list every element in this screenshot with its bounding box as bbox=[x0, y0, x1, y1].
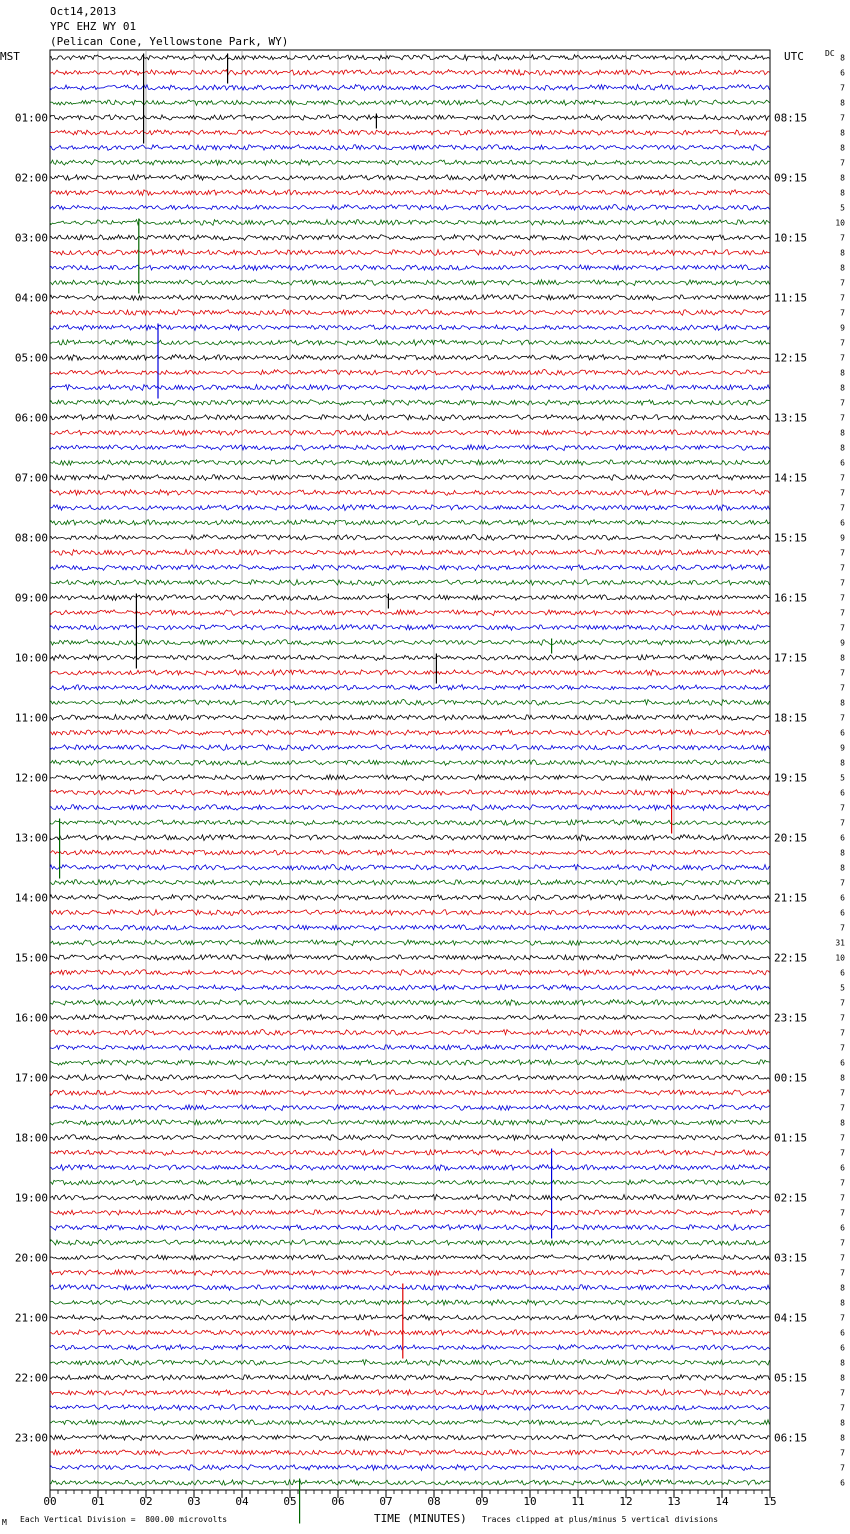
utc-hour-label: 13:15 bbox=[774, 411, 808, 425]
mst-hour-label: 12:00 bbox=[14, 771, 48, 785]
utc-hour-label: 21:15 bbox=[774, 891, 808, 905]
x-tick-label: 09 bbox=[475, 1495, 489, 1508]
dc-offset-label: 7 bbox=[840, 1103, 845, 1113]
dc-offset-label: 7 bbox=[840, 593, 845, 603]
trace-66 bbox=[50, 1045, 770, 1051]
dc-offset-label: 7 bbox=[840, 563, 845, 573]
dc-offset-label: 7 bbox=[840, 233, 845, 243]
dc-offset-label: 7 bbox=[840, 1028, 845, 1038]
trace-6 bbox=[50, 145, 770, 151]
mst-hour-label: 05:00 bbox=[14, 351, 48, 365]
dc-offset-label: 7 bbox=[840, 1463, 845, 1473]
dc-offset-label: 7 bbox=[840, 353, 845, 363]
utc-hour-label: 11:15 bbox=[774, 291, 808, 305]
mst-hour-label: 18:00 bbox=[14, 1131, 48, 1145]
location-label: (Pelican Cone, Yellowstone Park, WY) bbox=[50, 35, 289, 48]
station-label: YPC EHZ WY 01 bbox=[50, 20, 137, 33]
utc-hour-label: 01:15 bbox=[774, 1131, 808, 1145]
dc-offset-label: 8 bbox=[840, 143, 845, 153]
mst-hour-label: 07:00 bbox=[14, 471, 48, 485]
trace-29 bbox=[50, 490, 770, 496]
trace-59 bbox=[50, 940, 770, 946]
trace-58 bbox=[50, 925, 770, 931]
dc-offset-label: 8 bbox=[840, 188, 845, 198]
dc-offset-label: 8 bbox=[840, 1433, 845, 1443]
dc-offset-label: 6 bbox=[840, 1478, 845, 1488]
dc-offset-label: 8 bbox=[840, 443, 845, 453]
mst-hour-label: 06:00 bbox=[14, 411, 48, 425]
trace-25 bbox=[50, 430, 770, 435]
dc-offset-label: 7 bbox=[840, 818, 845, 828]
dc-offset-label: 6 bbox=[840, 1163, 845, 1173]
trace-64 bbox=[50, 1015, 770, 1020]
trace-81 bbox=[50, 1270, 770, 1276]
trace-26 bbox=[50, 445, 770, 451]
trace-75 bbox=[50, 1180, 770, 1185]
dc-offset-label: 8 bbox=[840, 53, 845, 63]
dc-offset-label: 7 bbox=[840, 308, 845, 318]
trace-84 bbox=[50, 1315, 770, 1321]
x-tick-label: 07 bbox=[379, 1495, 393, 1508]
trace-71 bbox=[50, 1120, 770, 1126]
trace-77 bbox=[50, 1210, 770, 1216]
dc-offset-label: 7 bbox=[840, 608, 845, 618]
utc-hour-label: 15:15 bbox=[774, 531, 808, 545]
dc-offset-label: 6 bbox=[840, 518, 845, 528]
trace-39 bbox=[50, 640, 770, 646]
x-tick-label: 11 bbox=[571, 1495, 585, 1508]
trace-23 bbox=[50, 400, 770, 406]
trace-27 bbox=[50, 460, 770, 466]
trace-93 bbox=[50, 1450, 770, 1456]
dc-offset-label: 7 bbox=[840, 1403, 845, 1413]
trace-92 bbox=[50, 1435, 770, 1441]
dc-offset-label: 10 bbox=[835, 218, 845, 228]
dc-offset-label: 7 bbox=[840, 503, 845, 513]
utc-hour-label: 08:15 bbox=[774, 111, 808, 125]
trace-57 bbox=[50, 910, 770, 916]
trace-17 bbox=[50, 310, 770, 316]
x-axis-title: TIME (MINUTES) bbox=[374, 1512, 467, 1525]
trace-4 bbox=[50, 115, 770, 121]
trace-95 bbox=[50, 1480, 770, 1486]
trace-62 bbox=[50, 985, 770, 991]
dc-offset-label: 7 bbox=[840, 413, 845, 423]
utc-hour-label: 23:15 bbox=[774, 1011, 808, 1025]
dc-offset-label: 7 bbox=[840, 278, 845, 288]
trace-32 bbox=[50, 535, 770, 541]
dc-offset-label: 7 bbox=[840, 1013, 845, 1023]
dc-offset-label: 7 bbox=[840, 338, 845, 348]
dc-offset-label: 8 bbox=[840, 1118, 845, 1128]
dc-offset-label: 9 bbox=[840, 323, 845, 333]
dc-offset-label: 7 bbox=[840, 1043, 845, 1053]
trace-70 bbox=[50, 1105, 770, 1111]
mst-hour-label: 08:00 bbox=[14, 531, 48, 545]
dc-offset-label: 7 bbox=[840, 1448, 845, 1458]
utc-hour-label: 04:15 bbox=[774, 1311, 808, 1325]
trace-40 bbox=[50, 655, 770, 661]
dc-offset-label: 8 bbox=[840, 248, 845, 258]
dc-offset-label: 7 bbox=[840, 923, 845, 933]
utc-hour-label: 10:15 bbox=[774, 231, 808, 245]
trace-78 bbox=[50, 1225, 770, 1231]
utc-hour-label: 00:15 bbox=[774, 1071, 808, 1085]
dc-offset-label: 7 bbox=[840, 113, 845, 123]
dc-offset-label: 7 bbox=[840, 473, 845, 483]
trace-54 bbox=[50, 865, 770, 871]
dc-offset-label: 7 bbox=[840, 398, 845, 408]
trace-36 bbox=[50, 595, 770, 600]
trace-82 bbox=[50, 1285, 770, 1291]
trace-52 bbox=[50, 835, 770, 841]
dc-offset-label: 8 bbox=[840, 128, 845, 138]
trace-11 bbox=[50, 220, 770, 226]
trace-67 bbox=[50, 1060, 770, 1066]
trace-43 bbox=[50, 700, 770, 706]
dc-offset-label: 7 bbox=[840, 578, 845, 588]
trace-28 bbox=[50, 475, 770, 481]
mst-hour-label: 16:00 bbox=[14, 1011, 48, 1025]
trace-34 bbox=[50, 565, 770, 571]
dc-offset-label: 7 bbox=[840, 1388, 845, 1398]
mst-hour-label: 15:00 bbox=[14, 951, 48, 965]
trace-94 bbox=[50, 1465, 770, 1471]
trace-76 bbox=[50, 1195, 770, 1201]
dc-offset-label: 6 bbox=[840, 1328, 845, 1338]
dc-offset-label: 7 bbox=[840, 623, 845, 633]
trace-31 bbox=[50, 520, 770, 526]
trace-16 bbox=[50, 295, 770, 301]
trace-83 bbox=[50, 1300, 770, 1306]
trace-38 bbox=[50, 625, 770, 631]
trace-91 bbox=[50, 1420, 770, 1426]
utc-hour-label: 16:15 bbox=[774, 591, 808, 605]
dc-offset-label: 8 bbox=[840, 98, 845, 108]
x-tick-label: 05 bbox=[283, 1495, 297, 1508]
dc-offset-label: 7 bbox=[840, 1268, 845, 1278]
mst-hour-label: 11:00 bbox=[14, 711, 48, 725]
trace-8 bbox=[50, 175, 770, 181]
dc-offset-label: 8 bbox=[840, 1298, 845, 1308]
dc-offset-label: 8 bbox=[840, 758, 845, 768]
trace-73 bbox=[50, 1150, 770, 1156]
dc-offset-label: 7 bbox=[840, 1238, 845, 1248]
trace-2 bbox=[50, 85, 770, 91]
dc-offset-label: 6 bbox=[840, 68, 845, 78]
trace-61 bbox=[50, 970, 770, 976]
dc-offset-label: 7 bbox=[840, 548, 845, 558]
trace-51 bbox=[50, 820, 770, 826]
x-tick-label: 14 bbox=[715, 1495, 729, 1508]
dc-offset-label: 8 bbox=[840, 263, 845, 273]
mst-hour-label: 19:00 bbox=[14, 1191, 48, 1205]
utc-hour-label: 09:15 bbox=[774, 171, 808, 185]
trace-86 bbox=[50, 1345, 770, 1350]
mst-hour-label: 20:00 bbox=[14, 1251, 48, 1265]
dc-offset-label: 5 bbox=[840, 983, 845, 993]
trace-1 bbox=[50, 70, 770, 76]
scale-note: Each Vertical Division = 800.00 microvolts bbox=[20, 1515, 228, 1524]
trace-56 bbox=[50, 895, 770, 901]
dc-offset-label: 8 bbox=[840, 848, 845, 858]
trace-74 bbox=[50, 1165, 770, 1171]
trace-3 bbox=[50, 100, 770, 106]
x-tick-label: 03 bbox=[187, 1495, 201, 1508]
dc-offset-label: 6 bbox=[840, 833, 845, 843]
dc-offset-label: 5 bbox=[840, 203, 845, 213]
mst-hour-label: 09:00 bbox=[14, 591, 48, 605]
trace-68 bbox=[50, 1075, 770, 1081]
trace-15 bbox=[50, 280, 770, 286]
dc-offset-label: 7 bbox=[840, 1133, 845, 1143]
dc-offset-label: 7 bbox=[840, 1253, 845, 1263]
dc-offset-label: 10 bbox=[835, 953, 845, 963]
dc-offset-label: 6 bbox=[840, 968, 845, 978]
utc-hour-label: 14:15 bbox=[774, 471, 808, 485]
dc-offset-label: 8 bbox=[840, 698, 845, 708]
dc-offset-label: 6 bbox=[840, 728, 845, 738]
mst-hour-label: 10:00 bbox=[14, 651, 48, 665]
trace-35 bbox=[50, 580, 770, 586]
x-tick-label: 12 bbox=[619, 1495, 633, 1508]
trace-30 bbox=[50, 505, 770, 511]
trace-41 bbox=[50, 670, 770, 676]
dc-offset-label: 8 bbox=[840, 173, 845, 183]
trace-80 bbox=[50, 1255, 770, 1261]
dc-offset-label: 7 bbox=[840, 1313, 845, 1323]
dc-offset-label: 8 bbox=[840, 1373, 845, 1383]
utc-hour-label: 05:15 bbox=[774, 1371, 808, 1385]
x-tick-label: 13 bbox=[667, 1495, 681, 1508]
mst-hour-label: 21:00 bbox=[14, 1311, 48, 1325]
mst-hour-label: 02:00 bbox=[14, 171, 48, 185]
x-tick-label: 00 bbox=[43, 1495, 57, 1508]
trace-45 bbox=[50, 730, 770, 736]
corner-mark: M bbox=[2, 1518, 7, 1527]
trace-46 bbox=[50, 745, 770, 751]
dc-offset-label: 7 bbox=[840, 83, 845, 93]
dc-label: DC bbox=[825, 49, 835, 58]
trace-14 bbox=[50, 265, 770, 270]
trace-7 bbox=[50, 160, 770, 166]
dc-offset-label: 6 bbox=[840, 458, 845, 468]
utc-zone-label: UTC bbox=[784, 50, 804, 63]
trace-13 bbox=[50, 250, 770, 256]
dc-offset-label: 6 bbox=[840, 1058, 845, 1068]
trace-5 bbox=[50, 130, 770, 136]
trace-12 bbox=[50, 235, 770, 241]
utc-hour-label: 22:15 bbox=[774, 951, 808, 965]
dc-offset-label: 7 bbox=[840, 293, 845, 303]
trace-48 bbox=[50, 775, 770, 781]
x-tick-label: 06 bbox=[331, 1495, 345, 1508]
trace-9 bbox=[50, 190, 770, 196]
trace-89 bbox=[50, 1390, 770, 1396]
trace-37 bbox=[50, 610, 770, 616]
mst-zone-label: MST bbox=[0, 50, 20, 63]
utc-hour-label: 06:15 bbox=[774, 1431, 808, 1445]
dc-offset-label: 9 bbox=[840, 533, 845, 543]
dc-offset-label: 7 bbox=[840, 1208, 845, 1218]
x-tick-label: 01 bbox=[91, 1495, 105, 1508]
dc-offset-label: 7 bbox=[840, 998, 845, 1008]
x-tick-label: 15 bbox=[763, 1495, 777, 1508]
dc-offset-label: 6 bbox=[840, 893, 845, 903]
dc-offset-label: 7 bbox=[840, 1088, 845, 1098]
dc-offset-label: 8 bbox=[840, 653, 845, 663]
trace-0 bbox=[50, 55, 770, 61]
trace-47 bbox=[50, 760, 770, 766]
utc-hour-label: 19:15 bbox=[774, 771, 808, 785]
dc-offset-label: 6 bbox=[840, 908, 845, 918]
mst-hour-label: 22:00 bbox=[14, 1371, 48, 1385]
dc-offset-label: 8 bbox=[840, 428, 845, 438]
dc-offset-label: 6 bbox=[840, 788, 845, 798]
trace-79 bbox=[50, 1240, 770, 1246]
mst-hour-label: 17:00 bbox=[14, 1071, 48, 1085]
mst-hour-label: 13:00 bbox=[14, 831, 48, 845]
utc-hour-label: 18:15 bbox=[774, 711, 808, 725]
dc-offset-label: 7 bbox=[840, 713, 845, 723]
trace-90 bbox=[50, 1405, 770, 1411]
dc-offset-label: 7 bbox=[840, 1178, 845, 1188]
trace-69 bbox=[50, 1090, 770, 1096]
dc-offset-label: 7 bbox=[840, 158, 845, 168]
trace-72 bbox=[50, 1135, 770, 1141]
trace-33 bbox=[50, 550, 770, 556]
dc-offset-label: 7 bbox=[840, 878, 845, 888]
mst-hour-label: 01:00 bbox=[14, 111, 48, 125]
dc-offset-label: 7 bbox=[840, 1193, 845, 1203]
dc-offset-label: 9 bbox=[840, 743, 845, 753]
dc-offset-label: 7 bbox=[840, 683, 845, 693]
dc-offset-label: 8 bbox=[840, 1283, 845, 1293]
dc-offset-label: 9 bbox=[840, 638, 845, 648]
trace-10 bbox=[50, 205, 770, 211]
trace-44 bbox=[50, 715, 770, 721]
utc-hour-label: 02:15 bbox=[774, 1191, 808, 1205]
trace-24 bbox=[50, 415, 770, 421]
trace-85 bbox=[50, 1330, 770, 1336]
mst-hour-label: 23:00 bbox=[14, 1431, 48, 1445]
dc-offset-label: 8 bbox=[840, 1073, 845, 1083]
x-tick-label: 02 bbox=[139, 1495, 153, 1508]
clip-note: Traces clipped at plus/minus 5 vertical divisions bbox=[482, 1515, 719, 1524]
trace-53 bbox=[50, 850, 770, 856]
utc-hour-label: 17:15 bbox=[774, 651, 808, 665]
dc-offset-label: 8 bbox=[840, 1418, 845, 1428]
date-label: Oct14,2013 bbox=[50, 5, 117, 18]
x-tick-label: 04 bbox=[235, 1495, 249, 1508]
dc-offset-label: 7 bbox=[840, 803, 845, 813]
mst-hour-label: 14:00 bbox=[14, 891, 48, 905]
x-tick-label: 10 bbox=[523, 1495, 537, 1508]
dc-offset-label: 8 bbox=[840, 863, 845, 873]
dc-offset-label: 6 bbox=[840, 1343, 845, 1353]
trace-65 bbox=[50, 1030, 770, 1036]
trace-87 bbox=[50, 1360, 770, 1366]
mst-hour-label: 03:00 bbox=[14, 231, 48, 245]
trace-50 bbox=[50, 805, 770, 811]
dc-offset-label: 8 bbox=[840, 1358, 845, 1368]
dc-offset-label: 5 bbox=[840, 773, 845, 783]
dc-offset-label: 8 bbox=[840, 383, 845, 393]
dc-offset-label: 31 bbox=[835, 938, 845, 948]
trace-60 bbox=[50, 955, 770, 961]
dc-offset-label: 8 bbox=[840, 368, 845, 378]
trace-63 bbox=[50, 1000, 770, 1006]
dc-offset-label: 6 bbox=[840, 1223, 845, 1233]
dc-offset-label: 7 bbox=[840, 668, 845, 678]
dc-offset-label: 7 bbox=[840, 488, 845, 498]
trace-49 bbox=[50, 790, 770, 796]
x-tick-label: 08 bbox=[427, 1495, 441, 1508]
utc-hour-label: 12:15 bbox=[774, 351, 808, 365]
trace-55 bbox=[50, 880, 770, 886]
utc-hour-label: 03:15 bbox=[774, 1251, 808, 1265]
trace-42 bbox=[50, 685, 770, 691]
utc-hour-label: 20:15 bbox=[774, 831, 808, 845]
dc-offset-label: 7 bbox=[840, 1148, 845, 1158]
trace-88 bbox=[50, 1375, 770, 1381]
mst-hour-label: 04:00 bbox=[14, 291, 48, 305]
